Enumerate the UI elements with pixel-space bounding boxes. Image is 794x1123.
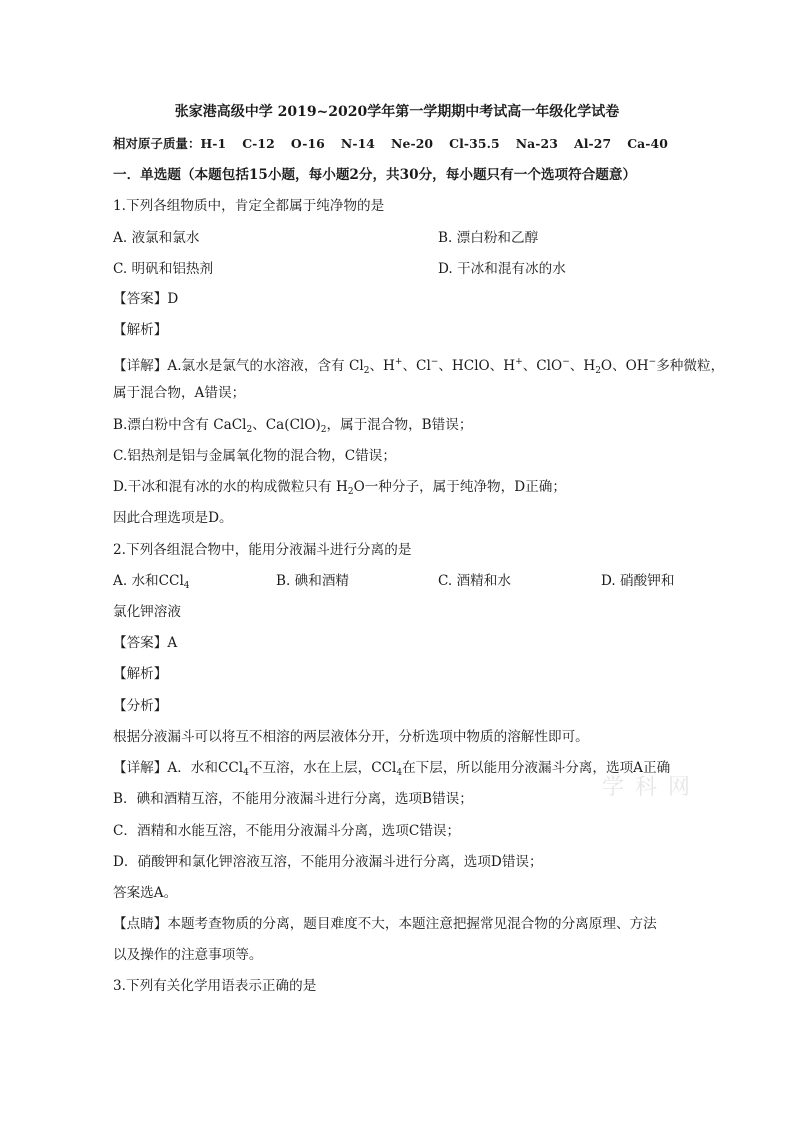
q2-option-d-cont: 氯化钾溶液 (113, 604, 181, 620)
q1-answer: 【答案】D (113, 291, 179, 307)
atomic-mass-line (113, 134, 668, 154)
q1-detail-a-line1: 【详解】A.氯水是氯气的水溶液，含有 $Cl_2$、H+、Cl−、HClO、H+、ClO−、$H_2O$、OH−多种微粒， (113, 357, 725, 376)
q2-option-a: A. 水和CCl$_4$ (113, 573, 190, 591)
atomic-mass-cl: Cl-35.5 (449, 136, 500, 151)
q2-comment-line2: 以及操作的注意事项等。 (113, 947, 263, 963)
section-heading: 一．单选题（本题包括15小题，每小题2分，共30分，每小题只有一个选项符合题意） (113, 167, 637, 183)
atomic-mass-n: N-14 (340, 136, 376, 151)
q1-option-a: A. 液氯和氯水 (113, 230, 200, 246)
q1-option-b: B. 漂白粉和乙醇 (438, 230, 539, 246)
atomic-mass-h: H-1 (200, 136, 227, 151)
atomic-mass-o: O-16 (290, 136, 325, 151)
watermark: 学 科 网 (602, 775, 692, 800)
q1-detail-b: B.漂白粉中含有 CaCl$_2$、$Ca(ClO)_2$，属于混合物，B错误； (113, 417, 473, 435)
q1-detail-label: 【详解】 (113, 358, 168, 374)
atomic-mass-label: 相对原子质量： (113, 136, 201, 151)
q1-detail-a-text: A.氯水是氯气的水溶液，含有 Cl (167, 358, 364, 374)
q2-option-d: D. 硝酸钾和 (601, 573, 675, 589)
atomic-mass-al: Al-27 (574, 136, 612, 151)
q2-option-b: B. 碘和酒精 (276, 573, 350, 589)
atomic-mass-na: Na-23 (515, 136, 558, 151)
q2-detail-b: B．碘和酒精互溶，不能用分液漏斗进行分离，选项B错误； (113, 791, 473, 807)
q2-detail-c: C．酒精和水能互溶，不能用分液漏斗分离，选项C错误； (113, 823, 461, 839)
q1-detail-c: C.铝热剂是铝与金属氧化物的混合物，C错误； (113, 448, 396, 464)
q2-detail-d: D．硝酸钾和氯化钾溶液互溶，不能用分液漏斗进行分离，选项D错误； (113, 854, 543, 870)
exam-title: 张家港高级中学 2019~2020学年第一学期期中考试高一年级化学试卷 (174, 104, 620, 120)
q1-option-d: D. 干冰和混有冰的水 (438, 261, 566, 277)
q1-detail-b-text: B.漂白粉中含有 CaCl (113, 417, 247, 433)
q1-detail-b-rest: ，属于混合物，B错误； (326, 417, 473, 433)
q1-detail-d-rest: O一种分子，属于纯净物，D正确； (353, 479, 566, 495)
q2-detail-a-mid: 不互溶，水在上层，CCl (248, 760, 397, 776)
q1-detail-a-line2: 属于混合物，A错误； (113, 385, 246, 401)
q2-analyze-text: 根据分液漏斗可以将互不相溶的两层液体分开，分析选项中物质的溶解性即可。 (113, 729, 589, 745)
q1-detail-d: D.干冰和混有冰的水的构成微粒只有 $H_2O$一种分子，属于纯净物，D正确； (113, 479, 566, 497)
q2-option-c: C. 酒精和水 (438, 573, 511, 589)
q2-conclusion: 答案选A。 (113, 885, 178, 901)
q2-analysis-tag: 【解析】 (113, 666, 168, 682)
atomic-mass-ne: Ne-20 (391, 136, 434, 151)
q1-conclusion: 因此合理选项是D。 (113, 510, 233, 526)
q2-analyze-tag: 【分析】 (113, 698, 168, 714)
atomic-mass-c: C-12 (242, 136, 275, 151)
q1-option-c: C. 明矾和铝热剂 (113, 261, 214, 277)
atomic-mass-ca: Ca-40 (627, 136, 668, 151)
q2-comment-line1: 【点睛】本题考查物质的分离，题目难度不大，本题注意把握常见混合物的分离原理、方法 (113, 916, 657, 932)
q3-stem: 3.下列有关化学用语表示正确的是 (113, 978, 317, 994)
q1-detail-d-text: D.干冰和混有冰的水的构成微粒只有 H (113, 479, 348, 495)
q1-stem: 1.下列各组物质中，肯定全都属于纯净物的是 (113, 198, 385, 214)
q2-option-a-text: A. 水和CCl (113, 573, 184, 589)
q1-analysis-tag: 【解析】 (113, 322, 168, 338)
q1-detail-a-rest: 多种微粒， (656, 358, 725, 374)
q2-stem: 2.下列各组混合物中，能用分液漏斗进行分离的是 (113, 542, 412, 558)
q2-detail-a-end: 在下层，所以能用分液漏斗分离，选项A正确 (402, 760, 671, 776)
q2-detail-a: 【详解】A．水和CCl$_4$不互溶，水在上层，CCl$_4$在下层，所以能用分液漏斗分离，选项A正确 (113, 760, 671, 778)
q2-detail-a-start: 【详解】A．水和CCl (113, 760, 244, 776)
q2-answer: 【答案】A (113, 635, 178, 651)
